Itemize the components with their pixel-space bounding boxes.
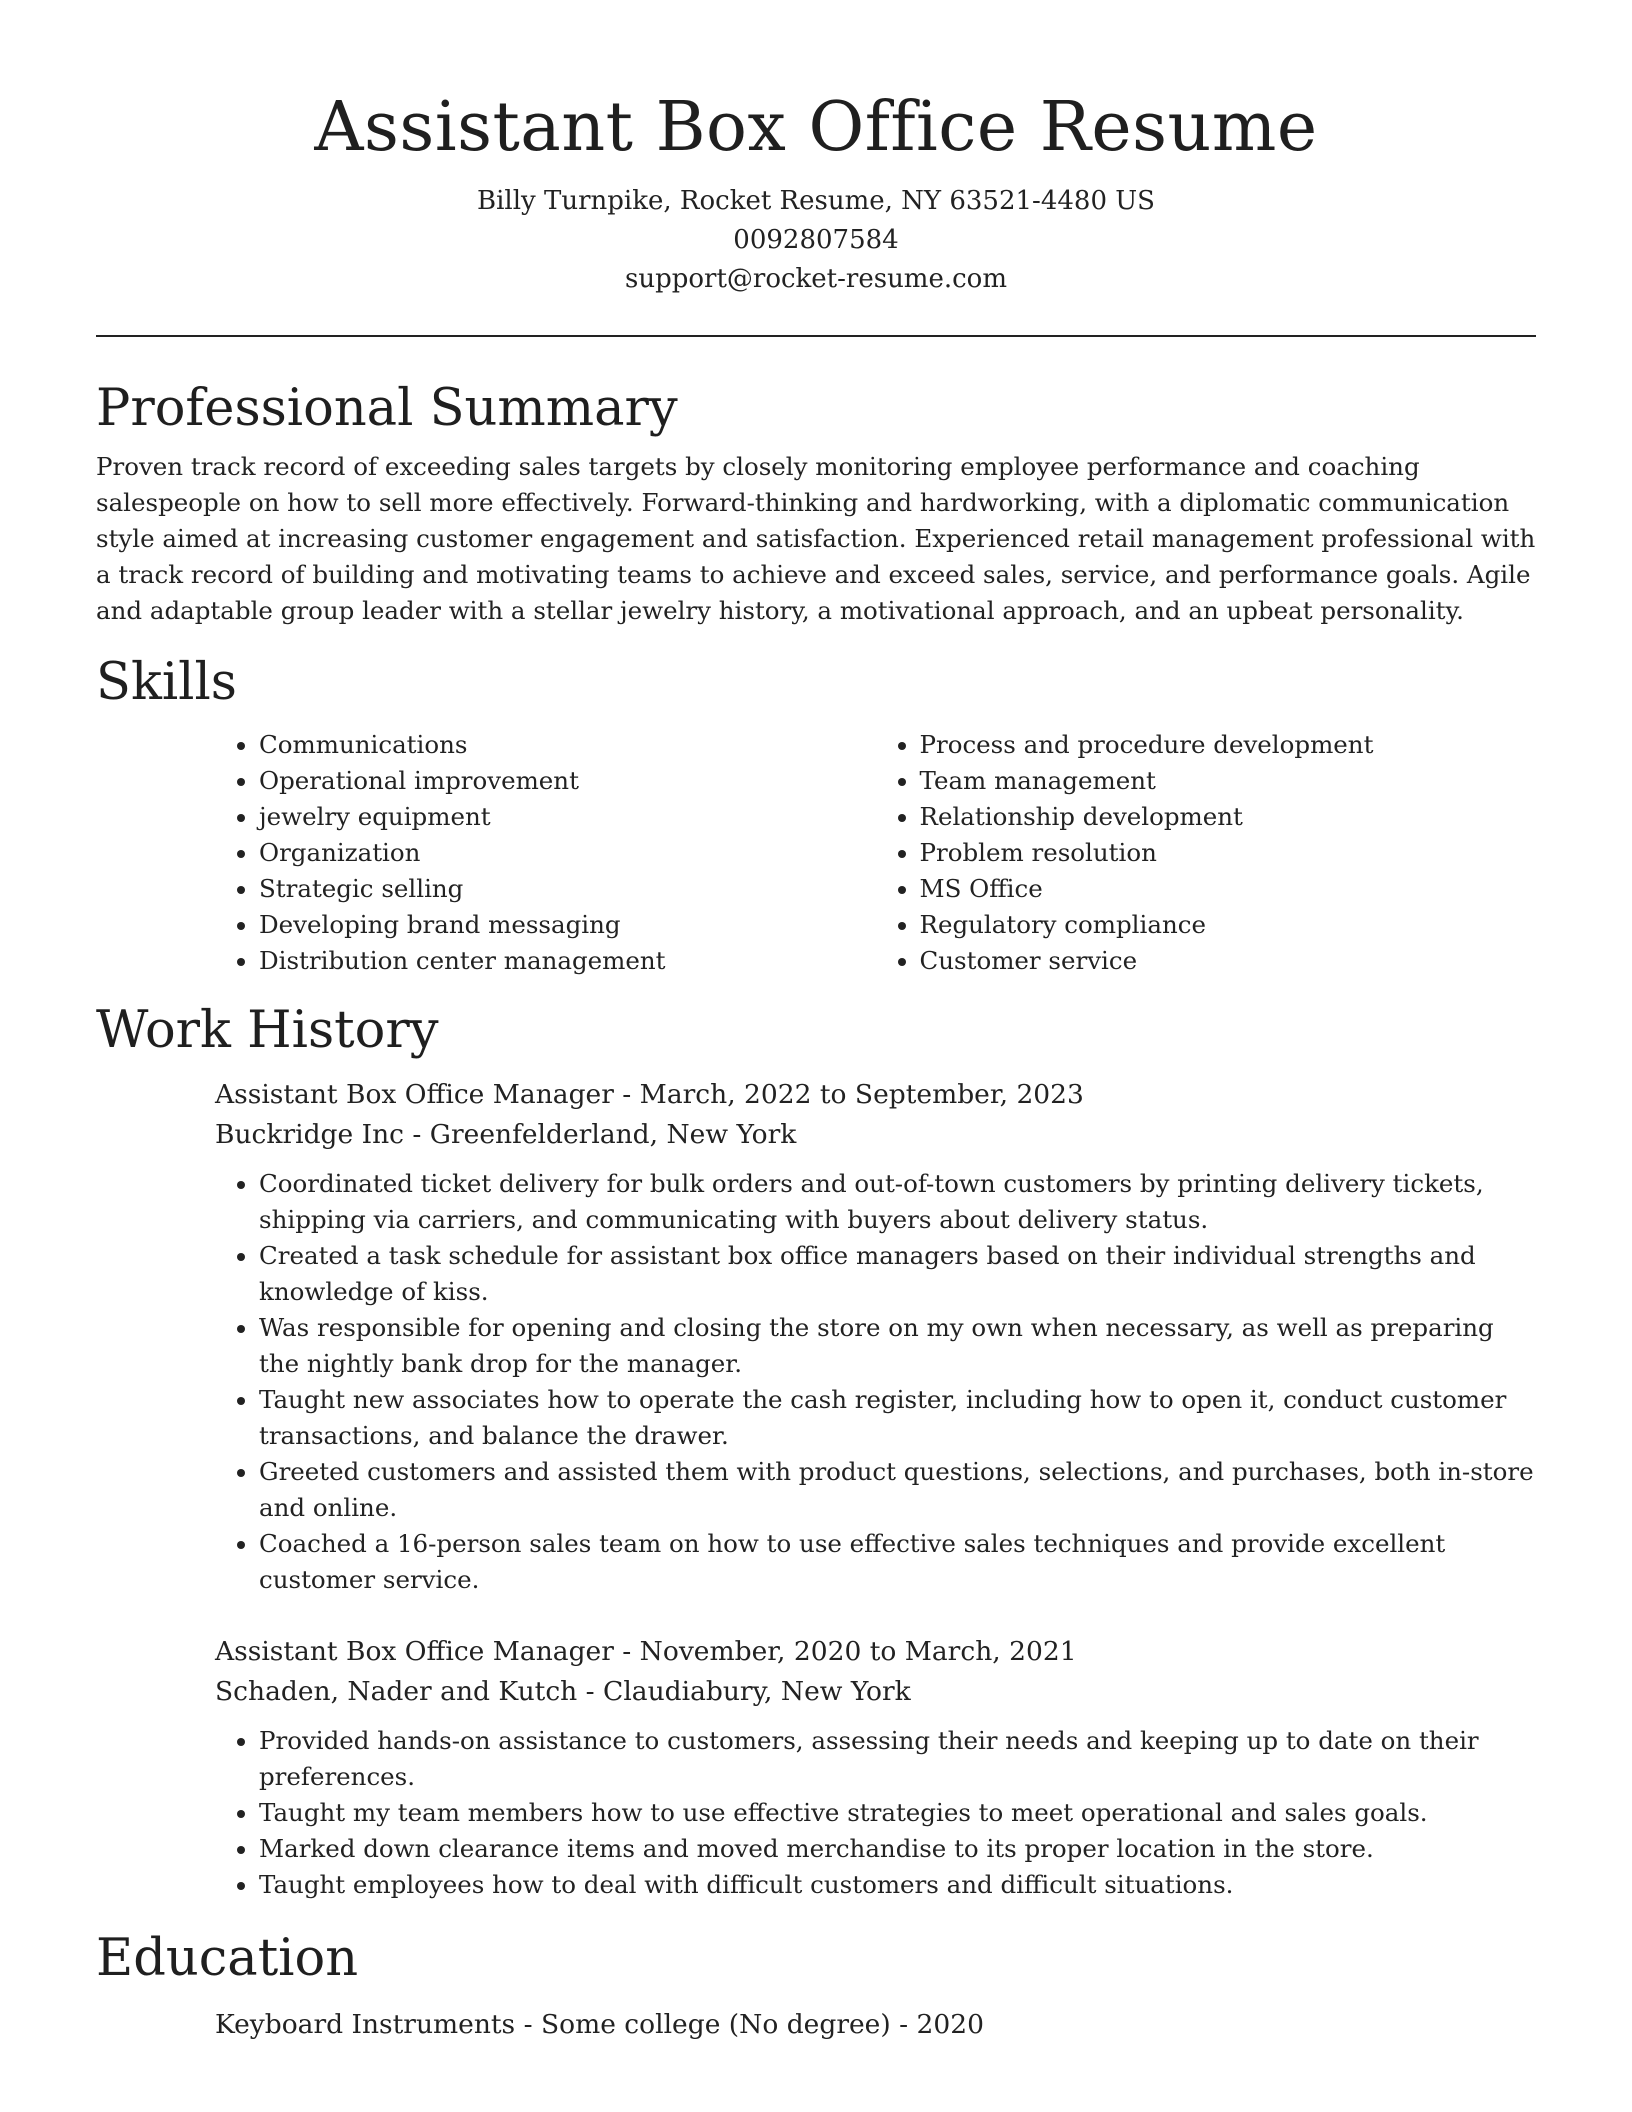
skill-item: • Communications xyxy=(259,727,876,763)
summary-text: Proven track record of exceeding sales targets by closely monitoring employee performance and coaching salespeople on how to sell more effectively. Forward-thinking and hardworking, with a diplomatic communication style aimed at increasing customer engagement and satisfaction. Experienced retail management professional with a track record of building and motivating teams to achieve and exceed sales, service, and performance goals. Agile and adaptable group leader with a stellar jewelry history, a motivational approach, and an upbeat personality. xyxy=(96,452,1536,625)
skill-item: • Relationship development xyxy=(920,799,1537,835)
skills-list xyxy=(215,727,1536,979)
resume-page xyxy=(96,0,1536,2045)
job-duty-item: • Was responsible for opening and closing the store on my own when necessary, as well as preparing the nightly bank drop for the manager. xyxy=(259,1310,1536,1382)
resume-title: Assistant Box Office Resume xyxy=(314,88,1318,167)
skill-item: • Regulatory compliance xyxy=(920,907,1537,943)
contact-info xyxy=(96,182,1536,299)
work-history-heading: Work History xyxy=(96,1001,439,1060)
skill-item: • Developing brand messaging xyxy=(259,907,876,943)
skill-item: • Problem resolution xyxy=(920,835,1537,871)
job-duties-list xyxy=(215,1723,1536,1903)
contact-phone: 0092807584 xyxy=(733,225,899,255)
skill-item: • Team management xyxy=(920,763,1537,799)
contact-address: Billy Turnpike, Rocket Resume, NY 63521-4480 US xyxy=(477,186,1155,216)
job-duty-item: • Taught employees how to deal with difficult customers and difficult situations. xyxy=(259,1867,1536,1903)
job-duty-item: • Taught my team members how to use effective strategies to meet operational and sales goals. xyxy=(259,1795,1536,1831)
resume-header xyxy=(96,0,1536,299)
skills-heading: Skills xyxy=(96,653,237,712)
skill-item: • jewelry equipment xyxy=(259,799,876,835)
job-entry-1 xyxy=(215,1075,1536,1598)
skill-item: • Organization xyxy=(259,835,876,871)
contact-email: support@rocket-resume.com xyxy=(624,264,1007,294)
skill-item: • Customer service xyxy=(920,943,1537,979)
job-duty-item: • Coached a 16-person sales team on how to use effective sales techniques and provide excellent customer service. xyxy=(259,1526,1536,1598)
job-duties-list xyxy=(215,1166,1536,1598)
job-duty-item: • Taught new associates how to operate the cash register, including how to open it, conduct customer transactions, and balance the drawer. xyxy=(259,1382,1536,1454)
education-heading: Education xyxy=(96,1929,359,1988)
job-entry-2 xyxy=(215,1632,1536,1903)
job-duty-item: • Created a task schedule for assistant box office managers based on their individual strengths and knowledge of kiss. xyxy=(259,1238,1536,1310)
job-duty-item: • Greeted customers and assisted them with product questions, selections, and purchases, both in-store and online. xyxy=(259,1454,1536,1526)
job-company-line: Buckridge Inc - Greenfelderland, New York xyxy=(215,1119,797,1150)
job-title-line: Assistant Box Office Manager - November, 2020 to March, 2021 xyxy=(215,1636,1077,1667)
skill-item: • Operational improvement xyxy=(259,763,876,799)
skills-column-right xyxy=(876,727,1537,979)
education-entry: Keyboard Instruments - Some college (No degree) - 2020 xyxy=(215,2009,984,2040)
skill-item: • Strategic selling xyxy=(259,871,876,907)
skills-column-left xyxy=(215,727,876,979)
skill-item: • MS Office xyxy=(920,871,1537,907)
job-company-line: Schaden, Nader and Kutch - Claudiabury, New York xyxy=(215,1676,911,1707)
skill-item: • Distribution center management xyxy=(259,943,876,979)
job-duty-item: • Coordinated ticket delivery for bulk orders and out-of-town customers by printing delivery tickets, shipping via carriers, and communicating with buyers about delivery status. xyxy=(259,1166,1536,1238)
skill-item: • Process and procedure development xyxy=(920,727,1537,763)
header-divider xyxy=(96,335,1536,337)
job-duty-item: • Marked down clearance items and moved merchandise to its proper location in the store. xyxy=(259,1831,1536,1867)
job-title-line: Assistant Box Office Manager - March, 2022 to September, 2023 xyxy=(215,1079,1084,1110)
summary-heading: Professional Summary xyxy=(96,379,678,438)
job-duty-item: • Provided hands-on assistance to customers, assessing their needs and keeping up to date on their preferences. xyxy=(259,1723,1536,1795)
